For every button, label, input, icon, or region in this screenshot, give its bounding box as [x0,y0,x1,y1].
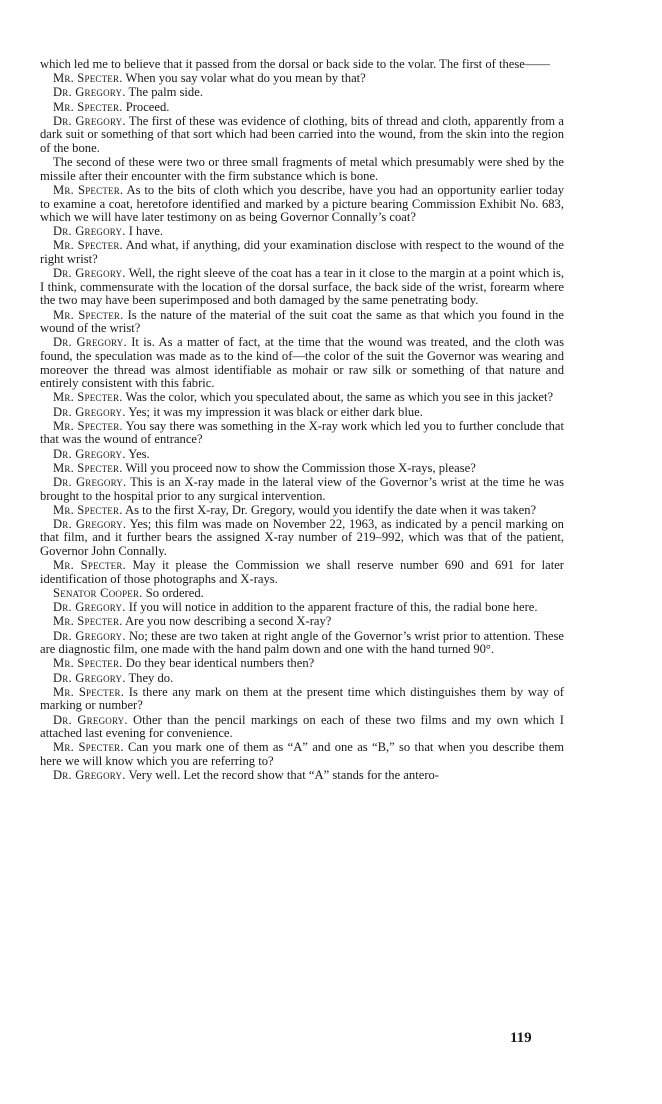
transcript-paragraph [40,504,564,518]
transcript-paragraph [40,391,564,405]
speech-text: And what, if anything, did your examination disclose with respect to the wound of the right wrist? [40,238,564,267]
transcript-paragraph [40,336,564,390]
transcript-paragraph [40,587,564,601]
speech-text: When you say volar what do you mean by that? [125,71,366,86]
transcript-paragraph [40,406,564,420]
transcript-paragraph [40,58,564,72]
transcript-paragraph [40,741,564,768]
transcript-paragraph [40,309,564,336]
speech-text: The first of these was evidence of clothing, bits of thread and cloth, apparently from a dark suit or something of that sort which had been carried into the wound, from the skin into the region of the bone. [40,113,564,155]
speech-text: Yes. [128,446,150,461]
transcript-paragraph [40,672,564,686]
transcript-paragraph [40,559,564,586]
speaker-name: Dr. Gregory. [53,516,127,531]
speaker-name: Dr. Gregory. [53,446,126,461]
speech-text: Very well. Let the record show that “A” stands for the antero- [128,768,440,783]
speech-text: May it please the Commission we shall reserve number 690 and 691 for later identification of those photographs and X-rays. [40,558,564,586]
speech-text: Well, the right sleeve of the coat has a tear in it close to the margin at a point which is, I think, commensurate with the location of the dorsal surface, the back side of the wrist, forearm where the two may have been superimposed and both damaged by the same penetrating body. [40,266,564,308]
speech-text: Yes; this film was made on November 22, 1963, as indicated by a pencil marking on that film, and it further bears the assigned X-ray number of 219–992, which was that of the patient, Governor John Connally. [40,516,564,559]
speaker-name: Mr. Specter. [53,656,123,671]
speaker-name: Dr. Gregory. [53,224,126,239]
speech-text: It is. As a matter of fact, at the time that the wound was treated, and the cloth was found, the speculation was made as to the kind of—the color of the suit the Governor was wearing and moreover the thread was almost identifiable as mohair or raw silk or something of that nature and entirely consistent with this fabric. [40,335,564,391]
transcript-paragraph [40,156,564,183]
speaker-name: Dr. Gregory. [53,712,128,727]
speech-text: You say there was something in the X-ray work which led you to further conclude that that was the wound of entrance? [40,418,564,447]
transcript-paragraph [40,239,564,266]
speaker-name: Dr. Gregory. [53,768,126,783]
speech-text: Yes; it was my impression it was black or either dark blue. [128,404,423,419]
transcript-paragraph [40,72,564,86]
speech-text: Proceed. [125,99,170,114]
speech-text: I have. [128,224,163,239]
transcript-paragraph [40,448,564,462]
speaker-name: Mr. Specter. [53,390,123,405]
speaker-name: Mr. Specter. [53,182,124,197]
speaker-name: Dr. Gregory. [53,404,126,419]
speech-text: Are you now describing a second X-ray? [125,614,332,629]
speech-text: If you will notice in addition to the apparent fracture of this, the radial bone here. [128,600,538,615]
transcript-paragraph [40,615,564,629]
transcript-paragraph [40,462,564,476]
transcript-paragraph [40,115,564,156]
speech-text: Is the nature of the material of the suit coat the same as that which you found in the wound of the wrist? [40,307,565,336]
speech-text: Is there any mark on them at the present time which distinguishes them by way of marking or number? [40,684,565,713]
transcript-paragraph [40,86,564,100]
speech-text: which led me to believe that it passed from the dorsal or back side to the volar. The first of these—— [40,57,551,71]
transcript-page [40,58,564,783]
speech-text: Other than the pencil markings on each of these two films and my own which I attached last evening for convenience. [40,712,564,741]
speech-text: They do. [128,670,174,685]
transcript-paragraph [40,686,564,713]
transcript-paragraph [40,601,564,615]
transcript-paragraph [40,476,564,503]
speaker-name: Mr. Specter. [53,502,123,517]
speech-text: So ordered. [145,586,204,601]
speaker-name: Dr. Gregory. [53,600,126,615]
speaker-name: Mr. Specter. [53,238,123,253]
speech-text: Will you proceed now to show the Commission those X-rays, please? [125,460,476,475]
speaker-name: Dr. Gregory. [53,670,126,685]
speaker-name: Dr. Gregory. [53,266,126,281]
transcript-paragraph [40,225,564,239]
transcript-paragraph [40,267,564,308]
transcript-paragraph [40,769,564,783]
speech-text: Was the color, which you speculated about, the same as which you see in this jacket? [125,390,554,405]
speaker-name: Dr. Gregory. [53,335,127,350]
speech-text: No; these are two taken at right angle of the Governor’s wrist prior to attention. These are diagnostic film, one made with the hand palm down and one with the hand turned 90°. [40,628,564,657]
speaker-name: Mr. Specter. [53,99,123,114]
transcript-paragraph [40,184,564,225]
speaker-name: Senator Cooper. [53,586,143,601]
speech-text: As to the bits of cloth which you describe, have you had an opportunity earlier today to examine a coat, heretofore identified and marked by a picture bearing Commission Exhibit No. 683, which we will have later testimony on as being Governor Connally’s coat? [40,182,564,225]
speech-text: This is an X-ray made in the lateral view of the Governor’s wrist at the time he was brought to the hospital prior to any surgical intervention. [40,474,565,503]
speaker-name: Mr. Specter. [53,418,123,433]
transcript-paragraph [40,101,564,115]
transcript-paragraph [40,420,564,447]
speaker-name: Mr. Specter. [53,614,123,629]
transcript-paragraph [40,518,564,559]
transcript-paragraph [40,714,564,741]
speaker-name: Dr. Gregory. [53,628,126,643]
speech-text: As to the first X-ray, Dr. Gregory, would you identify the date when it was taken? [125,502,537,517]
transcript-paragraph [40,657,564,671]
speaker-name: Dr. Gregory. [53,113,126,128]
speaker-name: Mr. Specter. [53,558,126,573]
speech-text: Can you mark one of them as “A” and one as “B,” so that when you describe them here we will know which you are referring to? [40,740,564,768]
speech-text: The palm side. [128,85,203,100]
speaker-name: Mr. Specter. [53,684,125,699]
speaker-name: Mr. Specter. [53,307,124,322]
speech-text: The second of these were two or three small fragments of metal which presumably were shed by the missile after their encounter with the firm substance which is bone. [40,155,564,183]
speaker-name: Dr. Gregory. [53,85,126,100]
speaker-name: Mr. Specter. [53,71,123,86]
page-number: 119 [510,1030,532,1046]
transcript-paragraph [40,630,564,657]
speech-text: Do they bear identical numbers then? [125,656,315,671]
speaker-name: Mr. Specter. [53,460,123,475]
speaker-name: Dr. Gregory. [53,474,127,489]
speaker-name: Mr. Specter. [53,740,124,755]
